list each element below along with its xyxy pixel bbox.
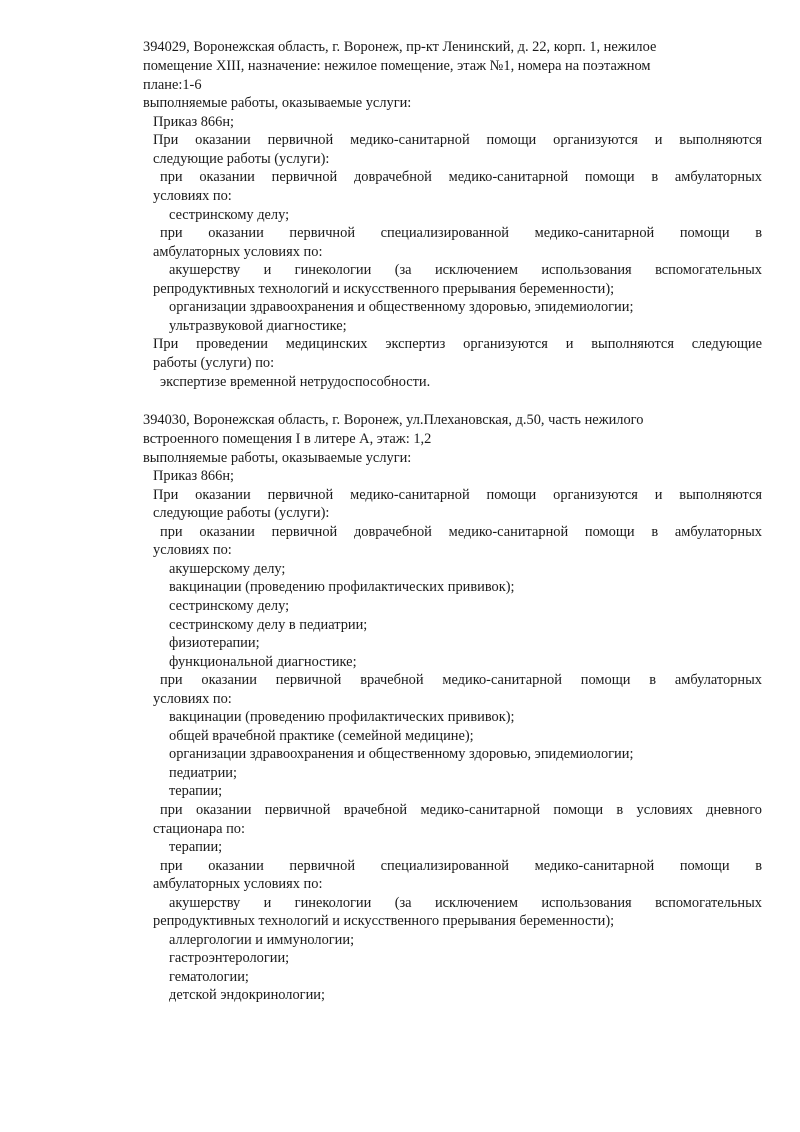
service-group-heading: при оказании первичной врачебной медико-санитарной помощи в амбулаторных [160,672,762,688]
service-item: сестринскому делу в педиатрии; [169,617,368,633]
service-item: вакцинации (проведению профилактических прививок); [169,579,515,595]
service-group-heading: амбулаторных условиях по: [153,244,323,260]
service-item: ультразвуковой диагностике; [169,318,347,334]
service-item: вакцинации (проведению профилактических прививок); [169,709,515,725]
works-header: выполняемые работы, оказываемые услуги: [143,95,412,111]
address-line: помещение XIII, назначение: нежилое помещение, этаж №1, номера на поэтажном [143,58,651,74]
service-group-heading: при оказании первичной врачебной медико-санитарной помощи в условиях дневного [160,802,762,818]
address-line: 394029, Воронежская область, г. Воронеж, пр-кт Ленинский, д. 22, корп. 1, нежилое [143,39,657,55]
service-item: экспертизе временной нетрудоспособности. [160,374,431,390]
service-item: гастроэнтерологии; [169,950,290,966]
service-item: физиотерапии; [169,635,260,651]
service-item: терапии; [169,839,223,855]
service-item: сестринскому делу; [169,598,290,614]
service-group-heading: условиях по: [153,691,232,707]
service-item: сестринскому делу; [169,207,290,223]
service-item: детской эндокринологии; [169,987,325,1003]
service-group-heading: амбулаторных условиях по: [153,876,323,892]
service-group-heading: при оказании первичной доврачебной медико-санитарной помощи в амбулаторных [160,524,762,540]
expertise-heading: При проведении медицинских экспертиз организуются и выполняются следующие [153,336,762,352]
service-group-heading: при оказании первичной специализированной медико-санитарной помощи в [160,225,762,241]
address-line: плане:1-6 [143,77,202,93]
service-item: акушерству и гинекологии (за исключением использования вспомогательных [169,262,762,278]
intro-line: следующие работы (услуги): [153,151,330,167]
service-item: акушерскому делу; [169,561,286,577]
service-item: гематологии; [169,969,249,985]
service-group-heading: при оказании первичной специализированной медико-санитарной помощи в [160,858,762,874]
service-item: педиатрии; [169,765,237,781]
intro-line: При оказании первичной медико-санитарной помощи организуются и выполняются [153,132,762,148]
service-group-heading: стационара по: [153,821,246,837]
intro-line: следующие работы (услуги): [153,505,330,521]
address-line: 394030, Воронежская область, г. Воронеж, ул.Плехановская, д.50, часть нежилого [143,412,644,428]
service-item: функциональной диагностике; [169,654,357,670]
service-item: аллергологии и иммунологии; [169,932,355,948]
service-group-heading: при оказании первичной доврачебной медико-санитарной помощи в амбулаторных [160,169,762,185]
order-reference: Приказ 866н; [153,114,235,130]
service-item: репродуктивных технологий и искусственного прерывания беременности); [153,281,615,297]
service-item: организации здравоохранения и общественному здоровью, эпидемиологии; [169,299,634,315]
service-item: терапии; [169,783,223,799]
service-item: общей врачебной практике (семейной медицине); [169,728,474,744]
works-header: выполняемые работы, оказываемые услуги: [143,450,412,466]
service-group-heading: условиях по: [153,188,232,204]
service-item: организации здравоохранения и общественному здоровью, эпидемиологии; [169,746,634,762]
service-group-heading: условиях по: [153,542,232,558]
service-item: репродуктивных технологий и искусственного прерывания беременности); [153,913,615,929]
address-line: встроенного помещения I в литере А, этаж: 1,2 [143,431,432,447]
order-reference: Приказ 866н; [153,468,235,484]
service-item: акушерству и гинекологии (за исключением использования вспомогательных [169,895,762,911]
expertise-heading: работы (услуги) по: [153,355,275,371]
intro-line: При оказании первичной медико-санитарной помощи организуются и выполняются [153,487,762,503]
